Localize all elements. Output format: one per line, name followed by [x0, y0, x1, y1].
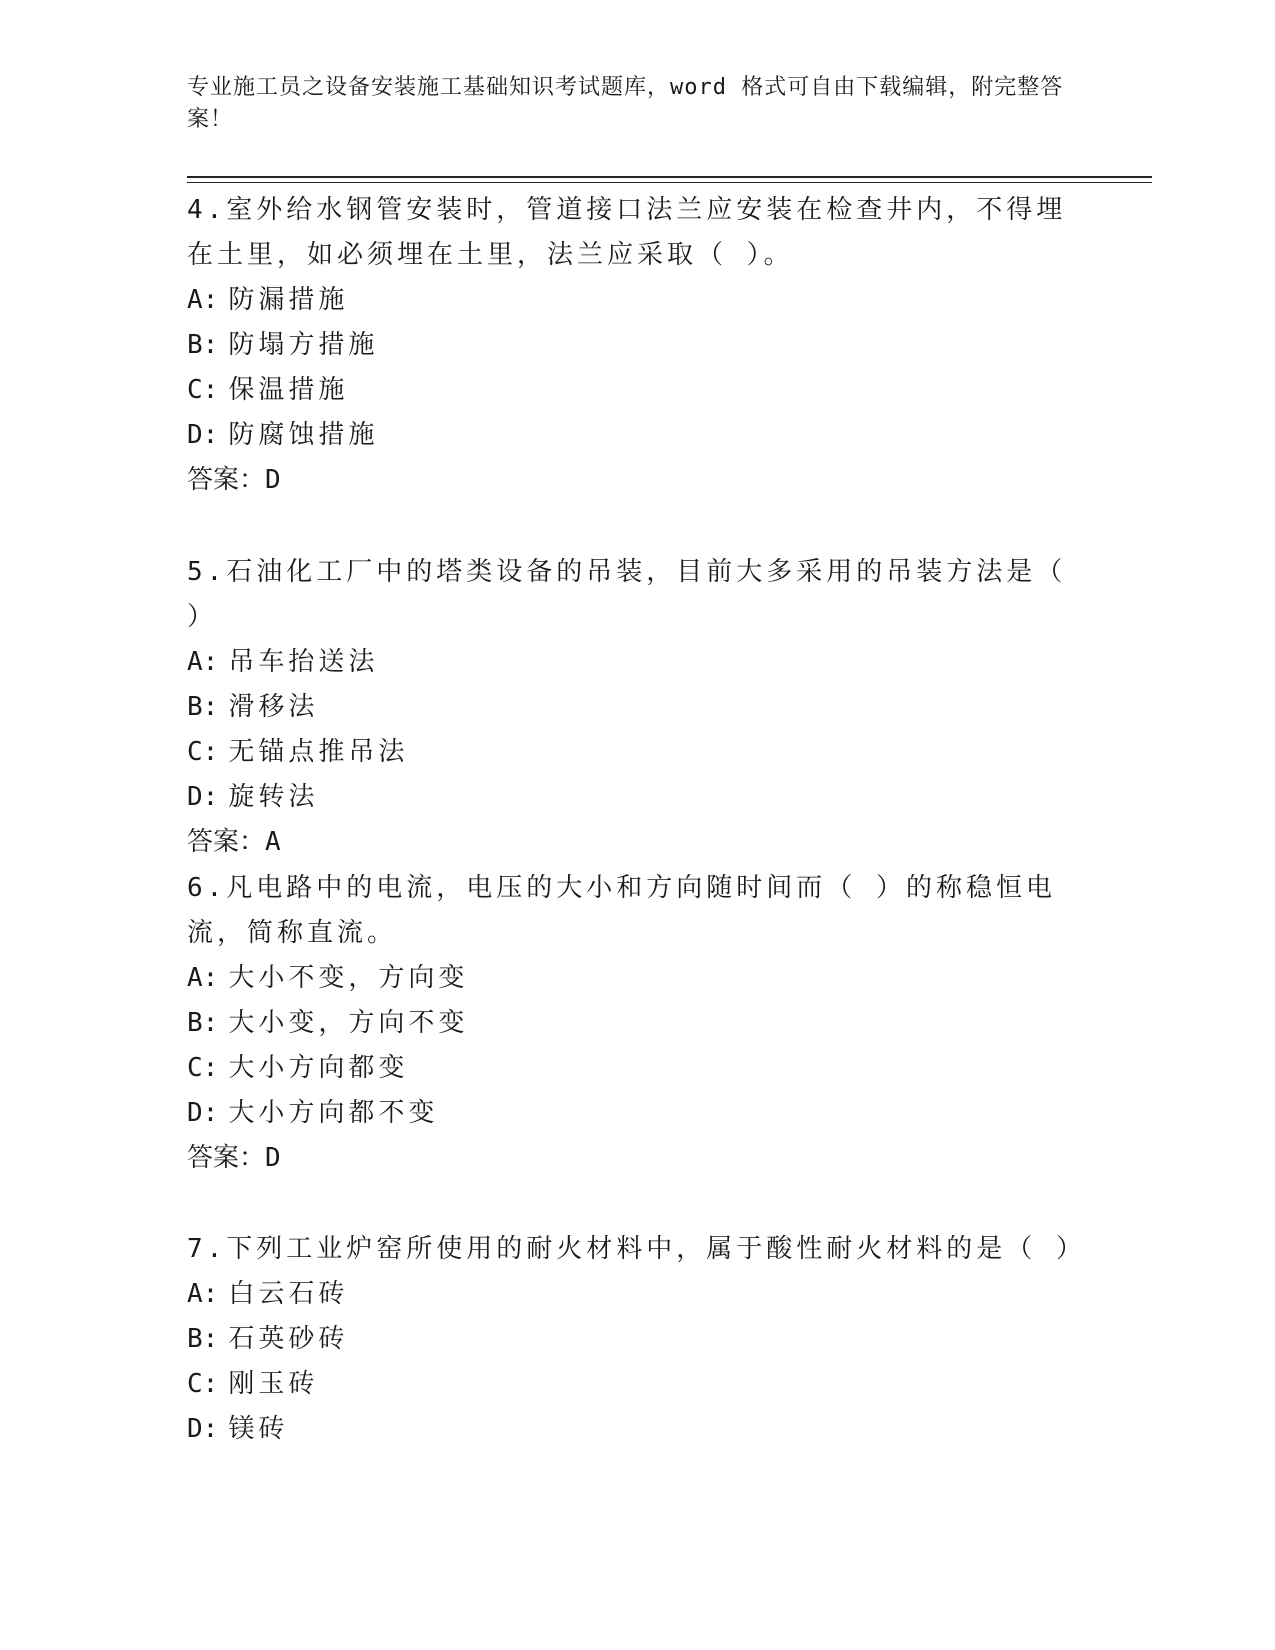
option-text: 防塌方措施: [228, 330, 379, 360]
answer-line: [187, 458, 1087, 503]
document-header: 专业施工员之设备安装施工基础知识考试题库，word 格式可自由下载编辑，附完整答案！: [187, 75, 1064, 132]
answer-label: 答案：: [187, 465, 266, 495]
option-text: 石英砂砖: [228, 1324, 349, 1354]
option-d: [187, 1091, 1087, 1136]
option-a: [187, 956, 1087, 1001]
option-text: 防漏措施: [228, 285, 349, 315]
question-stem: 7.下列工业炉窑所使用的耐火材料中，属于酸性耐火材料的是（ ）: [187, 1234, 1086, 1264]
option-text: 保温措施: [228, 375, 349, 405]
option-key: C:: [187, 1053, 219, 1083]
option-c: [187, 1362, 1087, 1407]
option-key: A:: [187, 1279, 219, 1309]
option-a: [187, 640, 1087, 685]
option-text: 大小方向都变: [228, 1053, 409, 1083]
option-key: A:: [187, 963, 219, 993]
option-d: [187, 1407, 1087, 1452]
option-key: D:: [187, 1098, 219, 1128]
option-key: D:: [187, 420, 219, 450]
option-text: 防腐蚀措施: [228, 420, 379, 450]
option-text: 吊车抬送法: [228, 647, 379, 677]
option-c: [187, 368, 1087, 413]
question-6: [187, 866, 1087, 1181]
option-text: 镁砖: [228, 1414, 289, 1444]
question-stem: 6.凡电路中的电流，电压的大小和方向随时间而（ ）的称稳恒电流，简称直流。: [187, 873, 1056, 948]
option-b: [187, 323, 1087, 368]
option-key: B:: [187, 1008, 219, 1038]
question-stem: 4.室外给水钢管安装时，管道接口法兰应安装在检查井内，不得埋在土里，如必须埋在土里，法兰应采取（ ）。: [187, 195, 1067, 270]
answer-line: [187, 1136, 1087, 1181]
question-stem: 5.石油化工厂中的塔类设备的吊装，目前大多采用的吊装方法是（ ）: [187, 557, 1067, 632]
option-d: [187, 775, 1087, 820]
header-divider-thick: [187, 176, 1152, 178]
option-text: 大小方向都不变: [228, 1098, 439, 1128]
option-key: C:: [187, 375, 219, 405]
option-c: [187, 730, 1087, 775]
option-text: 无锚点推吊法: [228, 737, 409, 767]
question-5: [187, 550, 1087, 865]
answer-value: A: [265, 827, 281, 857]
option-text: 刚玉砖: [228, 1369, 319, 1399]
header-divider-thin: [187, 182, 1152, 183]
option-a: [187, 278, 1087, 323]
option-a: [187, 1272, 1087, 1317]
option-b: [187, 685, 1087, 730]
answer-label: 答案：: [187, 1143, 266, 1173]
option-key: C:: [187, 737, 219, 767]
option-key: B:: [187, 1324, 219, 1354]
question-7: [187, 1227, 1087, 1452]
option-key: C:: [187, 1369, 219, 1399]
answer-line: [187, 820, 1087, 865]
option-text: 大小不变，方向变: [228, 963, 469, 993]
option-key: A:: [187, 647, 219, 677]
option-b: [187, 1001, 1087, 1046]
answer-value: D: [265, 1143, 281, 1173]
option-text: 旋转法: [228, 782, 319, 812]
option-key: D:: [187, 782, 219, 812]
answer-label: 答案：: [187, 827, 266, 857]
option-key: B:: [187, 330, 219, 360]
option-key: A:: [187, 285, 219, 315]
option-key: D:: [187, 1414, 219, 1444]
option-c: [187, 1046, 1087, 1091]
option-text: 滑移法: [228, 692, 319, 722]
question-4: [187, 188, 1087, 503]
option-text: 大小变，方向不变: [228, 1008, 469, 1038]
option-text: 白云石砖: [228, 1279, 349, 1309]
answer-value: D: [265, 465, 281, 495]
option-b: [187, 1317, 1087, 1362]
option-key: B:: [187, 692, 219, 722]
option-d: [187, 413, 1087, 458]
